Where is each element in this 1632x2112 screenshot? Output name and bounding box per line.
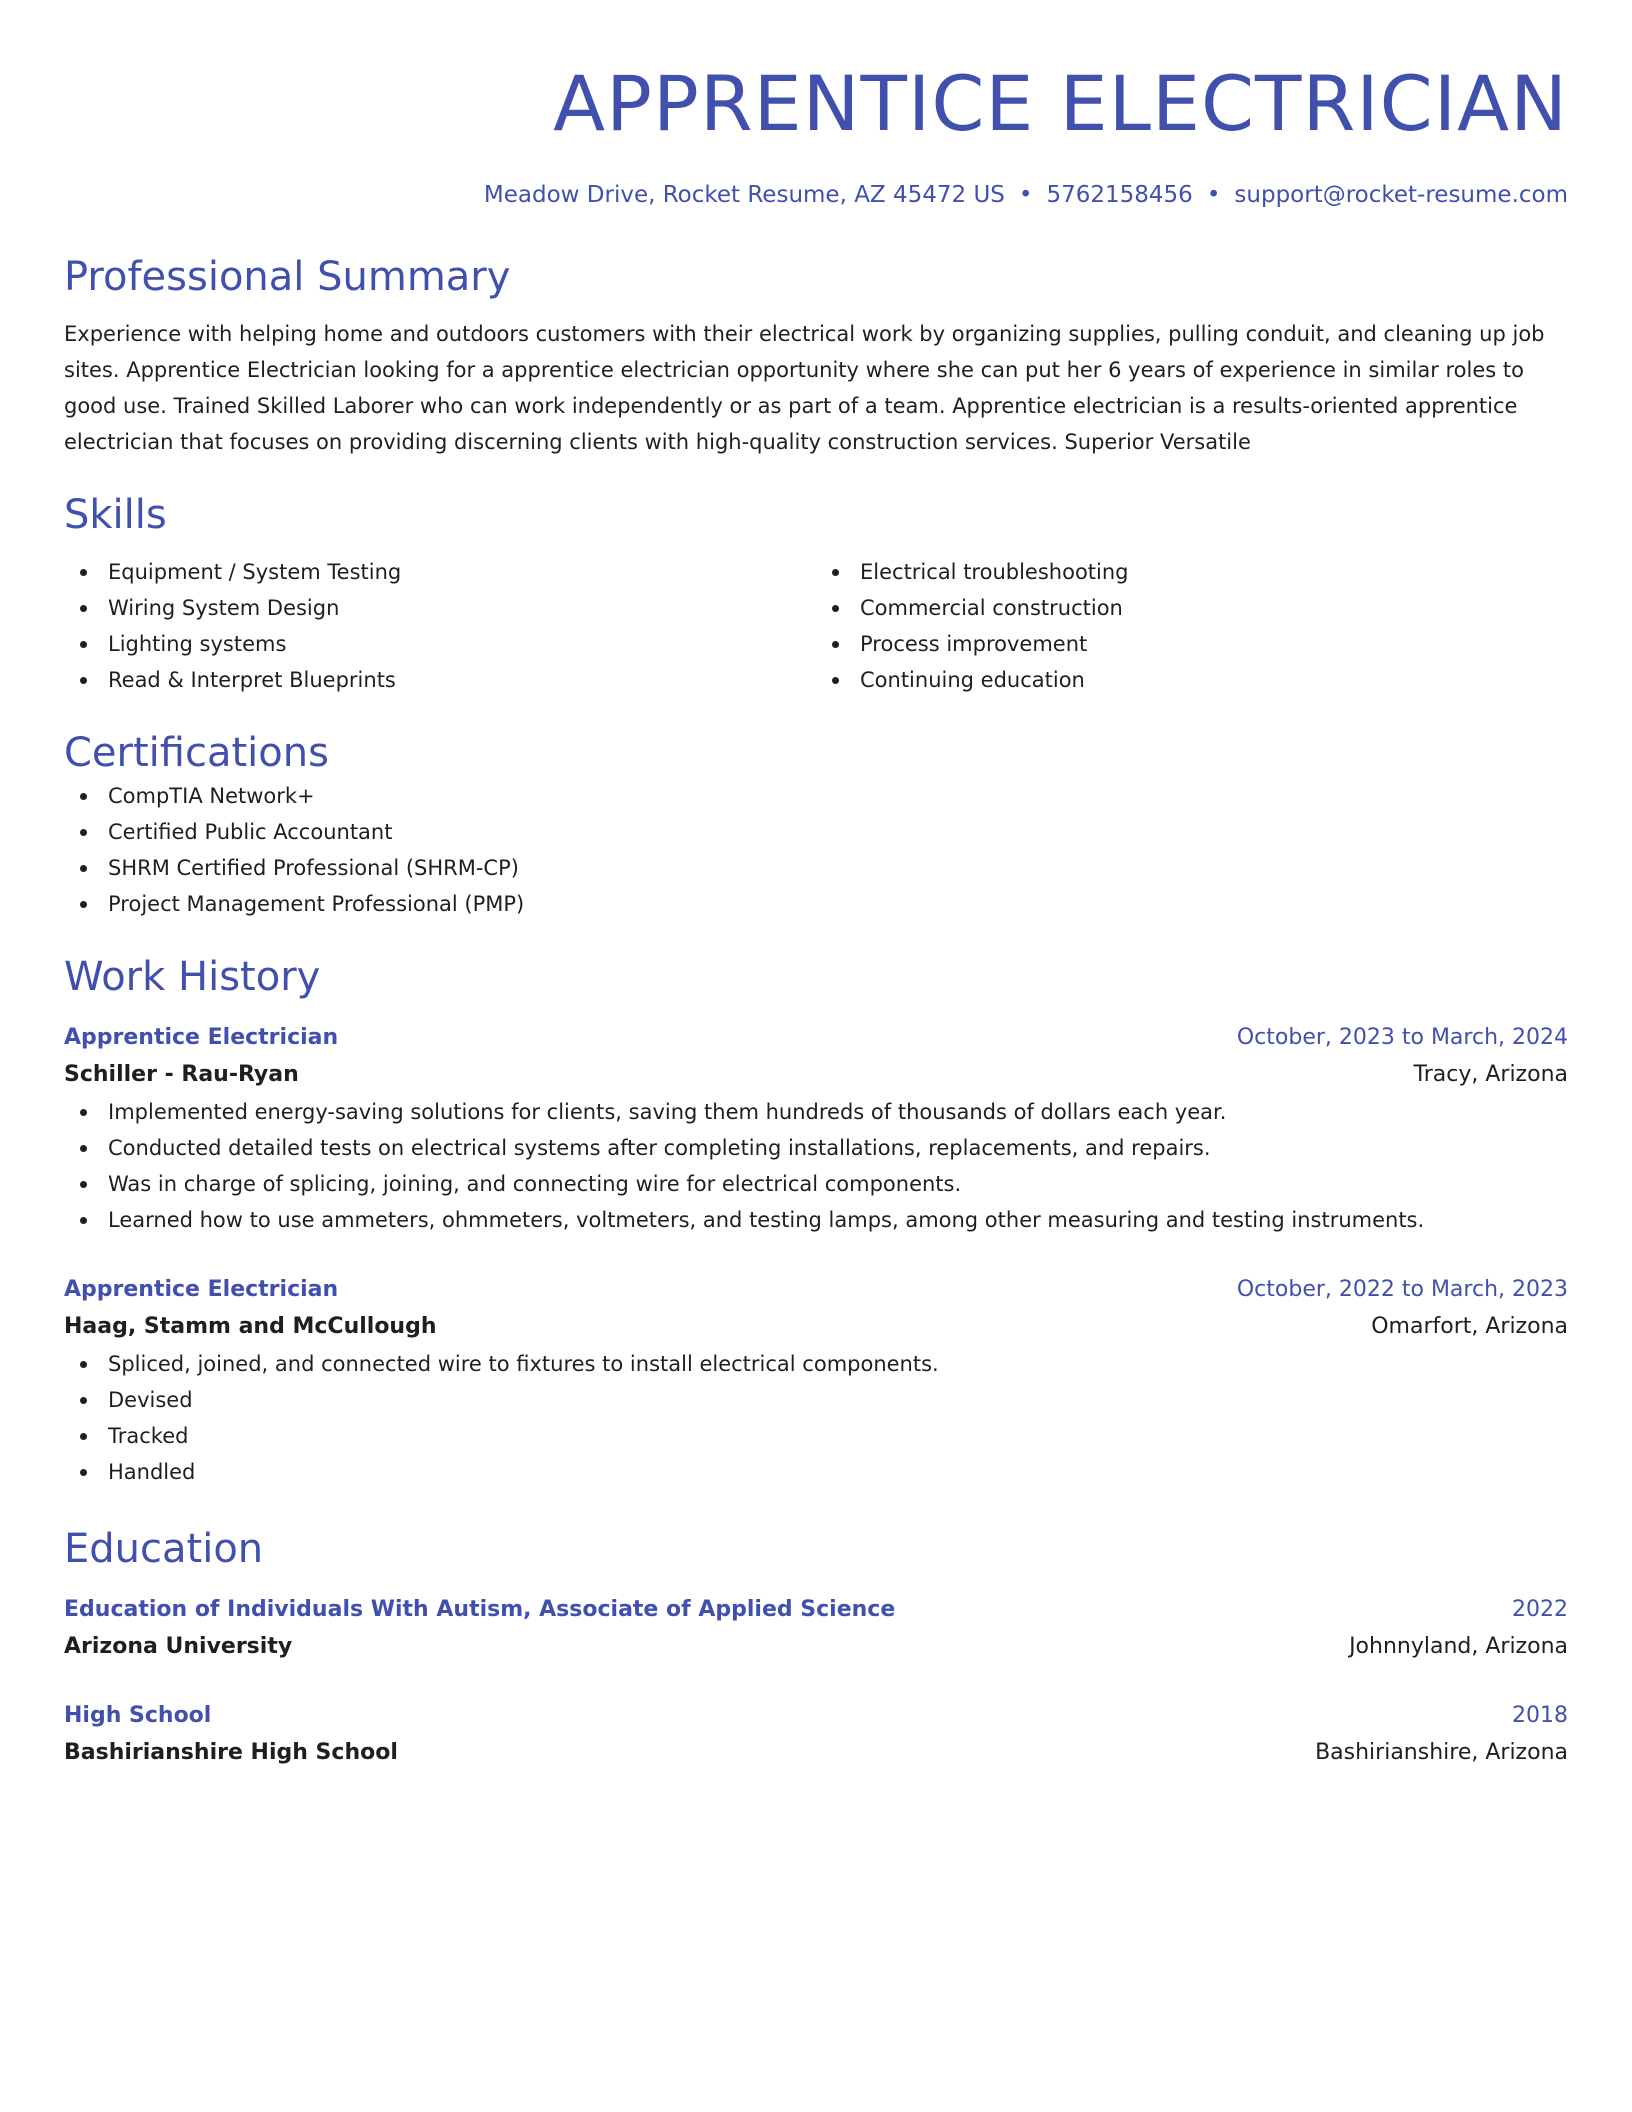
job-location: Tracy, Arizona <box>1413 1062 1568 1087</box>
education-degree: High School <box>64 1703 212 1728</box>
skill-item: Equipment / System Testing <box>64 554 816 590</box>
education-school-row <box>64 1628 1568 1666</box>
education-degree-row <box>64 1592 1568 1628</box>
section-heading: Certifications <box>64 730 329 776</box>
skill-item: Wiring System Design <box>64 590 816 626</box>
section-work-history <box>64 952 1568 1490</box>
section-heading: Education <box>64 1526 264 1572</box>
job-title-row <box>64 1020 1568 1056</box>
education-location: Bashirianshire, Arizona <box>1315 1740 1568 1765</box>
education-entry <box>64 1592 1568 1666</box>
skills-column-left <box>64 554 816 698</box>
skills-list-left <box>64 554 816 698</box>
job-title-row <box>64 1272 1568 1308</box>
skill-item: Read & Interpret Blueprints <box>64 662 816 698</box>
education-year: 2022 <box>1512 1597 1568 1622</box>
job-bullet: Was in charge of splicing, joining, and connecting wire for electrical components. <box>64 1166 1568 1202</box>
job-company-row <box>64 1308 1568 1346</box>
education-location: Johnnyland, Arizona <box>1349 1634 1568 1659</box>
section-skills <box>64 490 1568 698</box>
job-bullets <box>64 1094 1568 1238</box>
skill-item: Electrical troubleshooting <box>816 554 1568 590</box>
skills-list-right <box>816 554 1568 698</box>
contact-line <box>64 180 1568 210</box>
education-year: 2018 <box>1512 1703 1568 1728</box>
section-education <box>64 1524 1568 1772</box>
skills-grid <box>64 554 1568 698</box>
job-bullet: Implemented energy-saving solutions for clients, saving them hundreds of thousands of dollars each year. <box>64 1094 1568 1130</box>
section-certifications <box>64 728 1568 922</box>
contact-email[interactable]: support@rocket-resume.com <box>1234 182 1568 208</box>
job-bullet: Conducted detailed tests on electrical systems after completing installations, replacements, and repairs. <box>64 1130 1568 1166</box>
job-entry <box>64 1272 1568 1490</box>
skills-column-right <box>816 554 1568 698</box>
job-dates: October, 2023 to March, 2024 <box>1236 1025 1568 1050</box>
contact-separator: • <box>1018 182 1033 208</box>
education-school-row <box>64 1734 1568 1772</box>
contact-phone[interactable]: 5762158456 <box>1046 182 1193 208</box>
skill-item: Commercial construction <box>816 590 1568 626</box>
summary-text: Experience with helping home and outdoors customers with their electrical work by organizing supplies, pulling conduit, and cleaning up job sites. Apprentice Electrician looking for a apprentice electrician opportunity where she can put her 6 years of experience in similar roles to good use. Trained Skilled Laborer who can work independently or as part of a team. Apprentice electrician is a results-oriented apprentice electrician that focuses on providing discerning clients with high-quality construction services. Superior Versatile <box>64 322 1545 454</box>
job-entry <box>64 1020 1568 1238</box>
section-professional-summary <box>64 252 1568 460</box>
job-company: Schiller - Rau-Ryan <box>64 1062 299 1087</box>
section-heading: Professional Summary <box>64 254 511 300</box>
certification-item: Project Management Professional (PMP) <box>64 886 1568 922</box>
job-bullets <box>64 1346 1568 1490</box>
education-degree: Education of Individuals With Autism, Associate of Applied Science <box>64 1597 896 1622</box>
resume-header <box>64 56 1568 210</box>
education-school: Bashirianshire High School <box>64 1740 398 1765</box>
job-location: Omarfort, Arizona <box>1371 1314 1568 1339</box>
contact-separator: • <box>1206 182 1221 208</box>
resume-title: APPRENTICE ELECTRICIAN <box>553 59 1568 148</box>
job-bullet: Devised <box>64 1382 1568 1418</box>
skill-item: Lighting systems <box>64 626 816 662</box>
job-role: Apprentice Electrician <box>64 1277 339 1302</box>
certifications-list <box>64 778 1568 922</box>
job-bullet: Tracked <box>64 1418 1568 1454</box>
education-entry <box>64 1698 1568 1772</box>
section-heading: Skills <box>64 492 167 538</box>
contact-address: Meadow Drive, Rocket Resume, AZ 45472 US <box>483 182 1005 208</box>
job-role: Apprentice Electrician <box>64 1025 339 1050</box>
job-bullet: Handled <box>64 1454 1568 1490</box>
education-degree-row <box>64 1698 1568 1734</box>
job-bullet: Learned how to use ammeters, ohmmeters, voltmeters, and testing lamps, among other measuring and testing instruments. <box>64 1202 1568 1238</box>
section-heading: Work History <box>64 954 321 1000</box>
job-bullet: Spliced, joined, and connected wire to fixtures to install electrical components. <box>64 1346 1568 1382</box>
certification-item: Certified Public Accountant <box>64 814 1568 850</box>
skill-item: Process improvement <box>816 626 1568 662</box>
certification-item: SHRM Certified Professional (SHRM-CP) <box>64 850 1568 886</box>
education-school: Arizona University <box>64 1634 293 1659</box>
certification-item: CompTIA Network+ <box>64 778 1568 814</box>
job-dates: October, 2022 to March, 2023 <box>1236 1277 1568 1302</box>
job-company-row <box>64 1056 1568 1094</box>
job-company: Haag, Stamm and McCullough <box>64 1314 437 1339</box>
skill-item: Continuing education <box>816 662 1568 698</box>
